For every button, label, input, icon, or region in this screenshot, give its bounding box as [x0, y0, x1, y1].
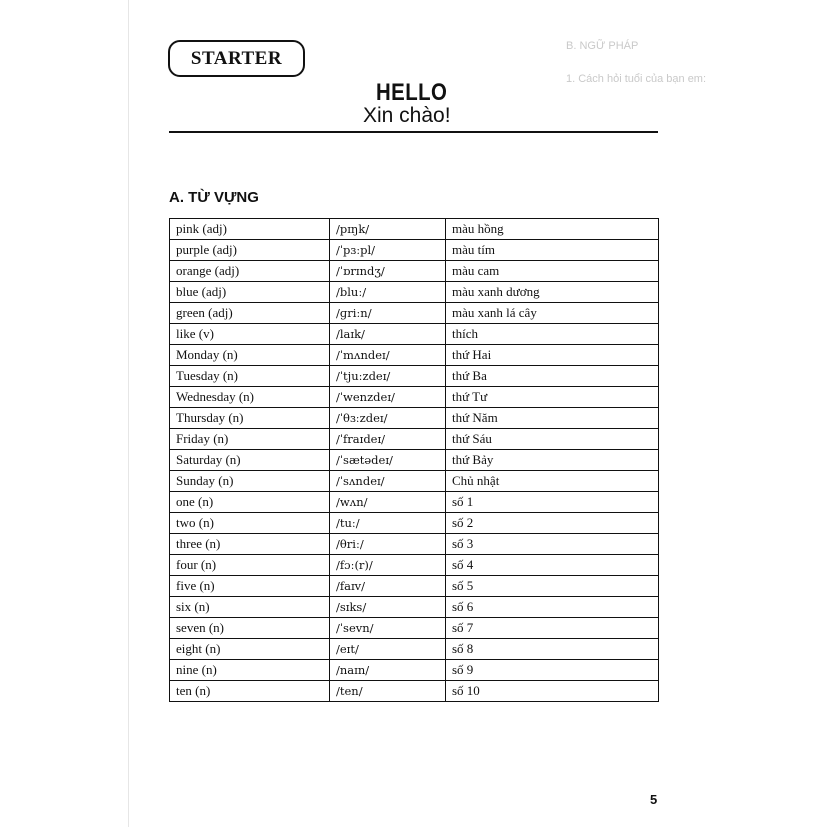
vocab-meaning-cell: thứ Hai: [446, 345, 659, 366]
table-row: [170, 408, 659, 429]
page-edge: [128, 0, 129, 827]
vocab-word-cell: Thursday (n): [170, 408, 330, 429]
vocab-meaning-cell: thứ Sáu: [446, 429, 659, 450]
table-row: [170, 534, 659, 555]
table-row: [170, 576, 659, 597]
lesson-subtitle: Xin chào!: [363, 104, 451, 127]
table-row: [170, 471, 659, 492]
vocab-meaning-cell: màu tím: [446, 240, 659, 261]
vocab-ipa-cell: /ˈtjuːzdeɪ/: [330, 366, 446, 387]
section-heading: A. TỪ VỰNG: [169, 189, 259, 206]
table-row: [170, 660, 659, 681]
table-row: [170, 429, 659, 450]
vocab-word-cell: nine (n): [170, 660, 330, 681]
vocab-word-cell: Sunday (n): [170, 471, 330, 492]
vocab-meaning-cell: số 3: [446, 534, 659, 555]
vocab-word-cell: four (n): [170, 555, 330, 576]
table-row: [170, 387, 659, 408]
vocab-word-cell: Wednesday (n): [170, 387, 330, 408]
vocab-word-cell: five (n): [170, 576, 330, 597]
vocab-ipa-cell: /ten/: [330, 681, 446, 702]
vocab-word-cell: purple (adj): [170, 240, 330, 261]
vocabulary-table-body: [170, 219, 659, 702]
vocab-meaning-cell: số 9: [446, 660, 659, 681]
vocab-meaning-cell: thứ Bảy: [446, 450, 659, 471]
vocab-meaning-cell: số 7: [446, 618, 659, 639]
lesson-title: HELLO: [376, 79, 448, 106]
vocab-ipa-cell: /ˈsevn/: [330, 618, 446, 639]
vocab-word-cell: three (n): [170, 534, 330, 555]
vocab-ipa-cell: /naɪn/: [330, 660, 446, 681]
vocab-meaning-cell: thích: [446, 324, 659, 345]
vocabulary-table: [169, 218, 659, 702]
vocab-word-cell: one (n): [170, 492, 330, 513]
bleed-through-text: 1. Cách hỏi tuổi của bạn em:: [566, 73, 707, 85]
vocab-meaning-cell: số 2: [446, 513, 659, 534]
vocab-ipa-cell: /ˈθɜːzdeɪ/: [330, 408, 446, 429]
table-row: [170, 240, 659, 261]
table-row: [170, 450, 659, 471]
vocab-ipa-cell: /ˈsʌndeɪ/: [330, 471, 446, 492]
vocab-ipa-cell: /θriː/: [330, 534, 446, 555]
vocab-meaning-cell: thứ Ba: [446, 366, 659, 387]
unit-label-box: [168, 40, 305, 77]
vocab-meaning-cell: số 5: [446, 576, 659, 597]
vocab-word-cell: two (n): [170, 513, 330, 534]
table-row: [170, 303, 659, 324]
table-row: [170, 345, 659, 366]
vocab-meaning-cell: màu cam: [446, 261, 659, 282]
vocab-word-cell: Tuesday (n): [170, 366, 330, 387]
vocab-ipa-cell: /ˈsætədeɪ/: [330, 450, 446, 471]
table-row: [170, 282, 659, 303]
table-row: [170, 618, 659, 639]
vocab-meaning-cell: số 4: [446, 555, 659, 576]
vocab-word-cell: like (v): [170, 324, 330, 345]
vocab-word-cell: green (adj): [170, 303, 330, 324]
vocab-meaning-cell: màu hồng: [446, 219, 659, 240]
vocab-meaning-cell: số 10: [446, 681, 659, 702]
table-row: [170, 681, 659, 702]
vocab-word-cell: Saturday (n): [170, 450, 330, 471]
vocab-ipa-cell: /ˈpɜːpl/: [330, 240, 446, 261]
table-row: [170, 555, 659, 576]
table-row: [170, 639, 659, 660]
table-row: [170, 513, 659, 534]
vocab-word-cell: blue (adj): [170, 282, 330, 303]
table-row: [170, 219, 659, 240]
vocab-word-cell: Friday (n): [170, 429, 330, 450]
vocab-meaning-cell: thứ Năm: [446, 408, 659, 429]
page-number: 5: [650, 792, 658, 807]
vocab-meaning-cell: màu xanh lá cây: [446, 303, 659, 324]
vocab-word-cell: Monday (n): [170, 345, 330, 366]
vocab-ipa-cell: /ˈwenzdeɪ/: [330, 387, 446, 408]
vocab-ipa-cell: /faɪv/: [330, 576, 446, 597]
vocab-meaning-cell: số 1: [446, 492, 659, 513]
table-row: [170, 366, 659, 387]
vocab-meaning-cell: màu xanh dương: [446, 282, 659, 303]
vocab-word-cell: seven (n): [170, 618, 330, 639]
vocab-ipa-cell: /ˈɒrɪndʒ/: [330, 261, 446, 282]
vocab-ipa-cell: /eɪt/: [330, 639, 446, 660]
unit-label: STARTER: [190, 47, 283, 69]
vocab-ipa-cell: /wʌn/: [330, 492, 446, 513]
vocab-word-cell: eight (n): [170, 639, 330, 660]
table-row: [170, 492, 659, 513]
vocab-meaning-cell: số 6: [446, 597, 659, 618]
vocab-word-cell: ten (n): [170, 681, 330, 702]
table-row: [170, 324, 659, 345]
vocab-ipa-cell: /fɔː(r)/: [330, 555, 446, 576]
vocab-word-cell: pink (adj): [170, 219, 330, 240]
vocab-ipa-cell: /ɡriːn/: [330, 303, 446, 324]
vocab-word-cell: orange (adj): [170, 261, 330, 282]
vocab-ipa-cell: /bluː/: [330, 282, 446, 303]
vocab-meaning-cell: số 8: [446, 639, 659, 660]
vocab-meaning-cell: Chủ nhật: [446, 471, 659, 492]
vocab-ipa-cell: /ˈfraɪdeɪ/: [330, 429, 446, 450]
bleed-through-text: B. NGỮ PHÁP: [566, 40, 639, 52]
table-row: [170, 597, 659, 618]
vocab-ipa-cell: /laɪk/: [330, 324, 446, 345]
vocab-meaning-cell: thứ Tư: [446, 387, 659, 408]
vocab-ipa-cell: /sɪks/: [330, 597, 446, 618]
table-row: [170, 261, 659, 282]
vocab-ipa-cell: /tuː/: [330, 513, 446, 534]
header-divider: [169, 131, 658, 133]
vocab-ipa-cell: /ˈmʌndeɪ/: [330, 345, 446, 366]
vocab-word-cell: six (n): [170, 597, 330, 618]
vocab-ipa-cell: /pɪŋk/: [330, 219, 446, 240]
